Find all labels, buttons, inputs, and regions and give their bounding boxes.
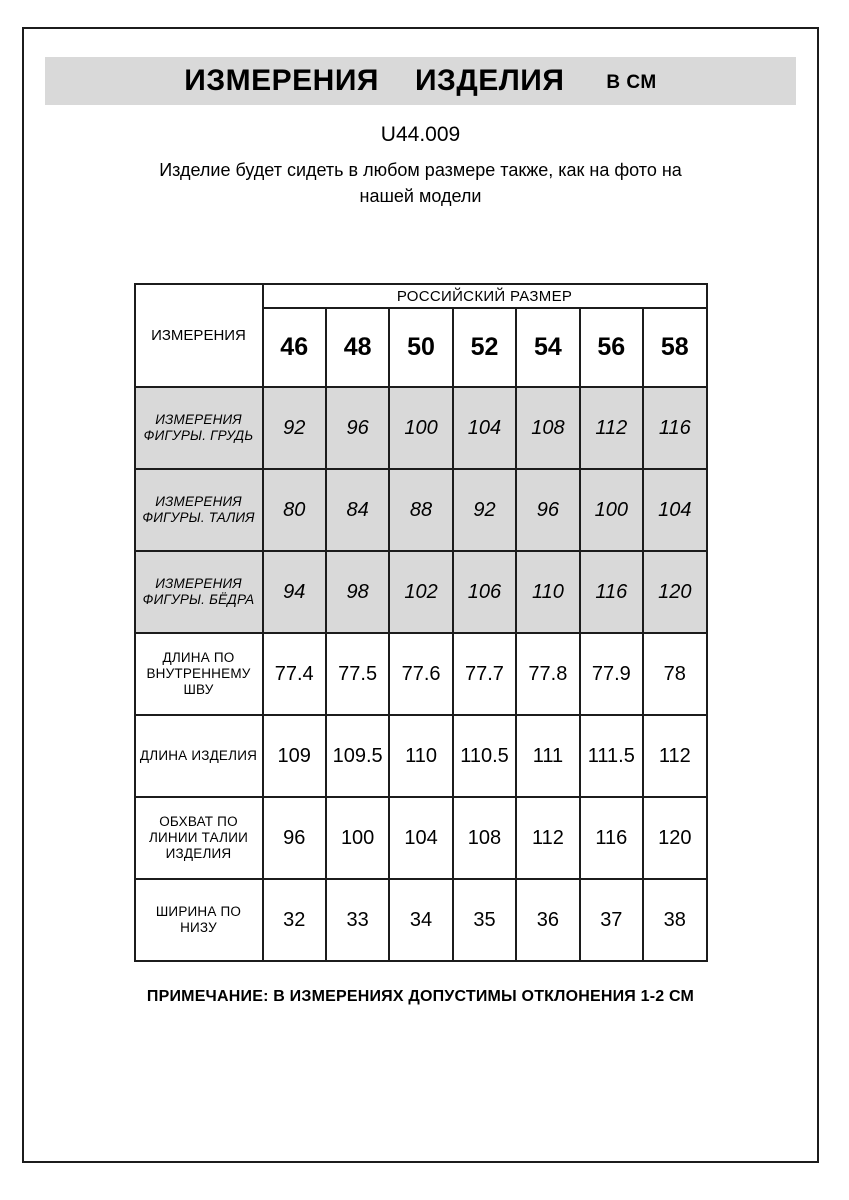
table-cell: 34 bbox=[389, 879, 452, 961]
table-cell: 77.6 bbox=[389, 633, 452, 715]
table-cell: 108 bbox=[453, 797, 516, 879]
table-cell: 36 bbox=[516, 879, 579, 961]
corner-header: ИЗМЕРЕНИЯ bbox=[135, 284, 263, 387]
table-cell: 104 bbox=[643, 469, 706, 551]
table-cell: 84 bbox=[326, 469, 389, 551]
row-label: ШИРИНА ПО НИЗУ bbox=[135, 879, 263, 961]
table-cell: 116 bbox=[580, 551, 643, 633]
table-cell: 102 bbox=[389, 551, 452, 633]
table-cell: 96 bbox=[516, 469, 579, 551]
size-table bbox=[134, 283, 708, 962]
table-cell: 110 bbox=[516, 551, 579, 633]
table-cell: 111 bbox=[516, 715, 579, 797]
table-cell: 109.5 bbox=[326, 715, 389, 797]
size-header-56: 56 bbox=[580, 308, 643, 387]
table-cell: 110 bbox=[389, 715, 452, 797]
row-label: ДЛИНА ПО ВНУТРЕННЕМУ ШВУ bbox=[135, 633, 263, 715]
table-cell: 104 bbox=[389, 797, 452, 879]
table-cell: 38 bbox=[643, 879, 706, 961]
table-cell: 112 bbox=[580, 387, 643, 469]
table-cell: 112 bbox=[516, 797, 579, 879]
title-measurements: ИЗМЕРЕНИЯ bbox=[184, 64, 379, 97]
size-header-52: 52 bbox=[453, 308, 516, 387]
table-cell: 32 bbox=[263, 879, 326, 961]
table-cell: 77.7 bbox=[453, 633, 516, 715]
group-header: РОССИЙСКИЙ РАЗМЕР bbox=[263, 284, 707, 308]
size-header-58: 58 bbox=[643, 308, 706, 387]
table-cell: 109 bbox=[263, 715, 326, 797]
table-cell: 77.4 bbox=[263, 633, 326, 715]
title-units: В СМ bbox=[606, 71, 657, 93]
table-cell: 77.8 bbox=[516, 633, 579, 715]
table-cell: 77.9 bbox=[580, 633, 643, 715]
table-row bbox=[135, 797, 707, 879]
table-cell: 120 bbox=[643, 797, 706, 879]
row-label: ИЗМЕРЕНИЯ ФИГУРЫ. ГРУДЬ bbox=[135, 387, 263, 469]
note-text: ПРИМЕЧАНИЕ: В ИЗМЕРЕНИЯХ ДОПУСТИМЫ ОТКЛОНЕНИЯ 1-2 СМ bbox=[146, 988, 695, 1005]
table-row bbox=[135, 469, 707, 551]
title-banner bbox=[45, 57, 796, 105]
size-header-50: 50 bbox=[389, 308, 452, 387]
row-label: ДЛИНА ИЗДЕЛИЯ bbox=[135, 715, 263, 797]
size-header-48: 48 bbox=[326, 308, 389, 387]
table-cell: 37 bbox=[580, 879, 643, 961]
table-cell: 92 bbox=[453, 469, 516, 551]
table-cell: 120 bbox=[643, 551, 706, 633]
table-header bbox=[135, 284, 707, 387]
table-cell: 92 bbox=[263, 387, 326, 469]
table-cell: 94 bbox=[263, 551, 326, 633]
table-cell: 111.5 bbox=[580, 715, 643, 797]
table-cell: 33 bbox=[326, 879, 389, 961]
table-row bbox=[135, 551, 707, 633]
size-header-46: 46 bbox=[263, 308, 326, 387]
table-row bbox=[135, 633, 707, 715]
table-cell: 108 bbox=[516, 387, 579, 469]
table-cell: 116 bbox=[580, 797, 643, 879]
table-row bbox=[135, 387, 707, 469]
table-cell: 106 bbox=[453, 551, 516, 633]
row-label: ИЗМЕРЕНИЯ ФИГУРЫ. БЁДРА bbox=[135, 551, 263, 633]
table-row bbox=[135, 879, 707, 961]
table-cell: 112 bbox=[643, 715, 706, 797]
table-cell: 100 bbox=[389, 387, 452, 469]
table-body bbox=[135, 387, 707, 961]
table-cell: 88 bbox=[389, 469, 452, 551]
table-cell: 100 bbox=[326, 797, 389, 879]
table-cell: 80 bbox=[263, 469, 326, 551]
table-cell: 100 bbox=[580, 469, 643, 551]
product-code: U44.009 bbox=[380, 123, 461, 146]
row-label: ОБХВАТ ПО ЛИНИИ ТАЛИИ ИЗДЕЛИЯ bbox=[135, 797, 263, 879]
table-cell: 35 bbox=[453, 879, 516, 961]
table-cell: 78 bbox=[643, 633, 706, 715]
table-cell: 116 bbox=[643, 387, 706, 469]
page-frame bbox=[22, 27, 819, 1163]
table-cell: 98 bbox=[326, 551, 389, 633]
table-row bbox=[135, 715, 707, 797]
table-cell: 104 bbox=[453, 387, 516, 469]
fit-description: Изделие будет сидеть в любом размере также, как на фото на нашей модели bbox=[159, 160, 682, 206]
title-product: ИЗДЕЛИЯ bbox=[414, 64, 565, 97]
row-label: ИЗМЕРЕНИЯ ФИГУРЫ. ТАЛИЯ bbox=[135, 469, 263, 551]
table-cell: 77.5 bbox=[326, 633, 389, 715]
table-cell: 96 bbox=[263, 797, 326, 879]
table-cell: 96 bbox=[326, 387, 389, 469]
group-header-row bbox=[135, 284, 707, 308]
table-cell: 110.5 bbox=[453, 715, 516, 797]
size-header-54: 54 bbox=[516, 308, 579, 387]
